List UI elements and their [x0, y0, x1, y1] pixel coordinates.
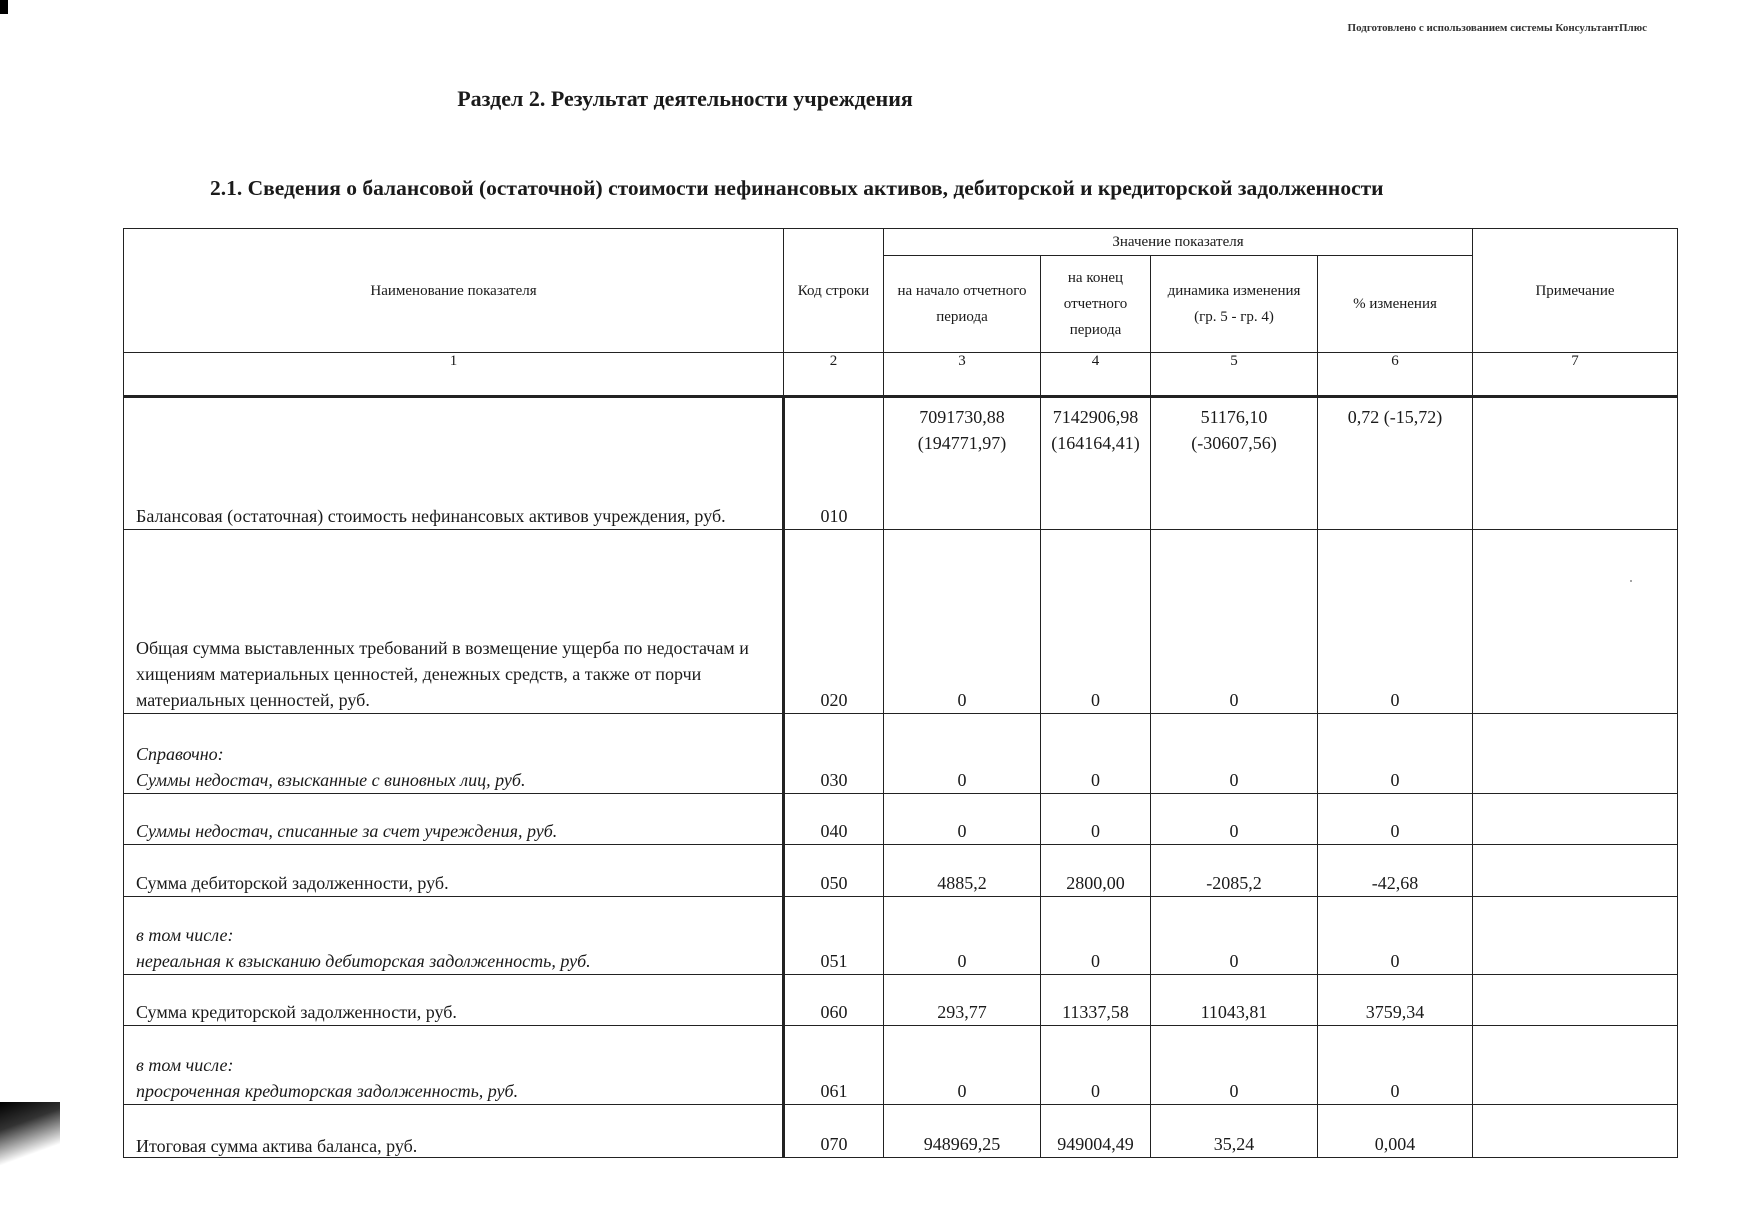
row-note — [1473, 397, 1678, 530]
table-row — [124, 397, 1678, 530]
header-group: Значение показателя — [884, 229, 1473, 256]
header-row-1 — [124, 229, 1678, 256]
row-dynamics: 0 — [1151, 530, 1318, 714]
row-end: 11337,58 — [1041, 975, 1151, 1026]
header-note: Подготовлено с использованием системы КонсультантПлюс — [1347, 22, 1647, 34]
row-end: 0 — [1041, 530, 1151, 714]
col-num: 7 — [1473, 353, 1678, 397]
row-code: 010 — [784, 397, 884, 530]
row-code: 060 — [784, 975, 884, 1026]
row-name: Общая сумма выставленных требований в возмещение ущерба по недостачам и хищениям материальных ценностей, денежных средств, а также от порчи материальных ценностей, руб. — [124, 530, 784, 714]
row-start: 0 — [884, 1026, 1041, 1105]
row-name-cell — [124, 897, 784, 975]
col-num: 4 — [1041, 353, 1151, 397]
row-note — [1473, 714, 1678, 794]
header-start: на начало отчетного периода — [884, 256, 1041, 353]
row-prefix: Справочно: — [136, 744, 224, 764]
row-percent: 0,72 (-15,72) — [1318, 397, 1473, 530]
row-dynamics: 11043,81 — [1151, 975, 1318, 1026]
col-num: 6 — [1318, 353, 1473, 397]
row-dynamics: 0 — [1151, 1026, 1318, 1105]
row-name: Итоговая сумма актива баланса, руб. — [124, 1105, 784, 1158]
row-end: 0 — [1041, 714, 1151, 794]
assets-table — [123, 228, 1678, 1158]
row-name: Сумма дебиторской задолженности, руб. — [124, 845, 784, 897]
row-start: 0 — [884, 794, 1041, 845]
scan-edge-shadow — [0, 1102, 60, 1222]
row-name-cell — [124, 714, 784, 794]
row-dynamics: -2085,2 — [1151, 845, 1318, 897]
col-num: 5 — [1151, 353, 1318, 397]
row-note — [1473, 530, 1678, 714]
header-name: Наименование показателя — [124, 229, 784, 353]
col-num: 2 — [784, 353, 884, 397]
row-end: 0 — [1041, 897, 1151, 975]
scan-edge-mark — [0, 0, 8, 14]
row-percent: 0,004 — [1318, 1105, 1473, 1158]
header-code: Код строки — [784, 229, 884, 353]
row-end: 949004,49 — [1041, 1105, 1151, 1158]
row-percent: 0 — [1318, 1026, 1473, 1105]
row-dynamics: 0 — [1151, 714, 1318, 794]
header-note-col: Примечание — [1473, 229, 1678, 353]
row-dynamics: 0 — [1151, 897, 1318, 975]
row-percent: 0 — [1318, 530, 1473, 714]
row-percent: 3759,34 — [1318, 975, 1473, 1026]
row-name-cell — [124, 1026, 784, 1105]
row-dynamics: 51176,10 (-30607,56) — [1151, 397, 1318, 530]
column-numbers-row — [124, 353, 1678, 397]
row-percent: 0 — [1318, 897, 1473, 975]
table-row — [124, 1026, 1678, 1105]
row-start: 4885,2 — [884, 845, 1041, 897]
row-percent: 0 — [1318, 794, 1473, 845]
row-start: 293,77 — [884, 975, 1041, 1026]
row-note — [1473, 975, 1678, 1026]
row-dynamics: 35,24 — [1151, 1105, 1318, 1158]
row-code: 050 — [784, 845, 884, 897]
row-note — [1473, 897, 1678, 975]
row-code: 051 — [784, 897, 884, 975]
table-row — [124, 975, 1678, 1026]
row-end: 2800,00 — [1041, 845, 1151, 897]
row-start: 0 — [884, 530, 1041, 714]
table-row — [124, 794, 1678, 845]
col-num: 3 — [884, 353, 1041, 397]
scan-speck — [1630, 580, 1632, 582]
row-name: Суммы недостач, списанные за счет учреждения, руб. — [124, 794, 784, 845]
section-title: Раздел 2. Результат деятельности учреждения — [457, 86, 913, 111]
table-row — [124, 530, 1678, 714]
row-name: Балансовая (остаточная) стоимость нефинансовых активов учреждения, руб. — [124, 397, 784, 530]
row-note — [1473, 1105, 1678, 1158]
row-end: 7142906,98 (164164,41) — [1041, 397, 1151, 530]
row-dynamics: 0 — [1151, 794, 1318, 845]
row-code: 020 — [784, 530, 884, 714]
row-prefix: в том числе: — [136, 1055, 234, 1075]
row-code: 030 — [784, 714, 884, 794]
table-row — [124, 714, 1678, 794]
row-code: 061 — [784, 1026, 884, 1105]
row-end: 0 — [1041, 1026, 1151, 1105]
header-dynamics: динамика изменения (гр. 5 - гр. 4) — [1151, 256, 1318, 353]
sub-title: 2.1. Сведения о балансовой (остаточной) стоимости нефинансовых активов, дебиторской и кредиторской задолженности — [210, 176, 1384, 200]
row-note — [1473, 794, 1678, 845]
row-start: 948969,25 — [884, 1105, 1041, 1158]
row-end: 0 — [1041, 794, 1151, 845]
row-code: 040 — [784, 794, 884, 845]
row-percent: 0 — [1318, 714, 1473, 794]
row-code: 070 — [784, 1105, 884, 1158]
table-row — [124, 1105, 1678, 1158]
row-note — [1473, 845, 1678, 897]
row-note — [1473, 1026, 1678, 1105]
row-name: нереальная к взысканию дебиторская задолженность, руб. — [136, 951, 591, 971]
row-prefix: в том числе: — [136, 925, 234, 945]
row-percent: -42,68 — [1318, 845, 1473, 897]
header-percent: % изменения — [1318, 256, 1473, 353]
header-end: на конец отчетного периода — [1041, 256, 1151, 353]
row-name: Сумма кредиторской задолженности, руб. — [124, 975, 784, 1026]
row-name: просроченная кредиторская задолженность, руб. — [136, 1081, 519, 1101]
table-row — [124, 845, 1678, 897]
row-start: 0 — [884, 897, 1041, 975]
row-start: 7091730,88 (194771,97) — [884, 397, 1041, 530]
row-start: 0 — [884, 714, 1041, 794]
table-row — [124, 897, 1678, 975]
row-name: Суммы недостач, взысканные с виновных лиц, руб. — [136, 770, 526, 790]
col-num: 1 — [124, 353, 784, 397]
